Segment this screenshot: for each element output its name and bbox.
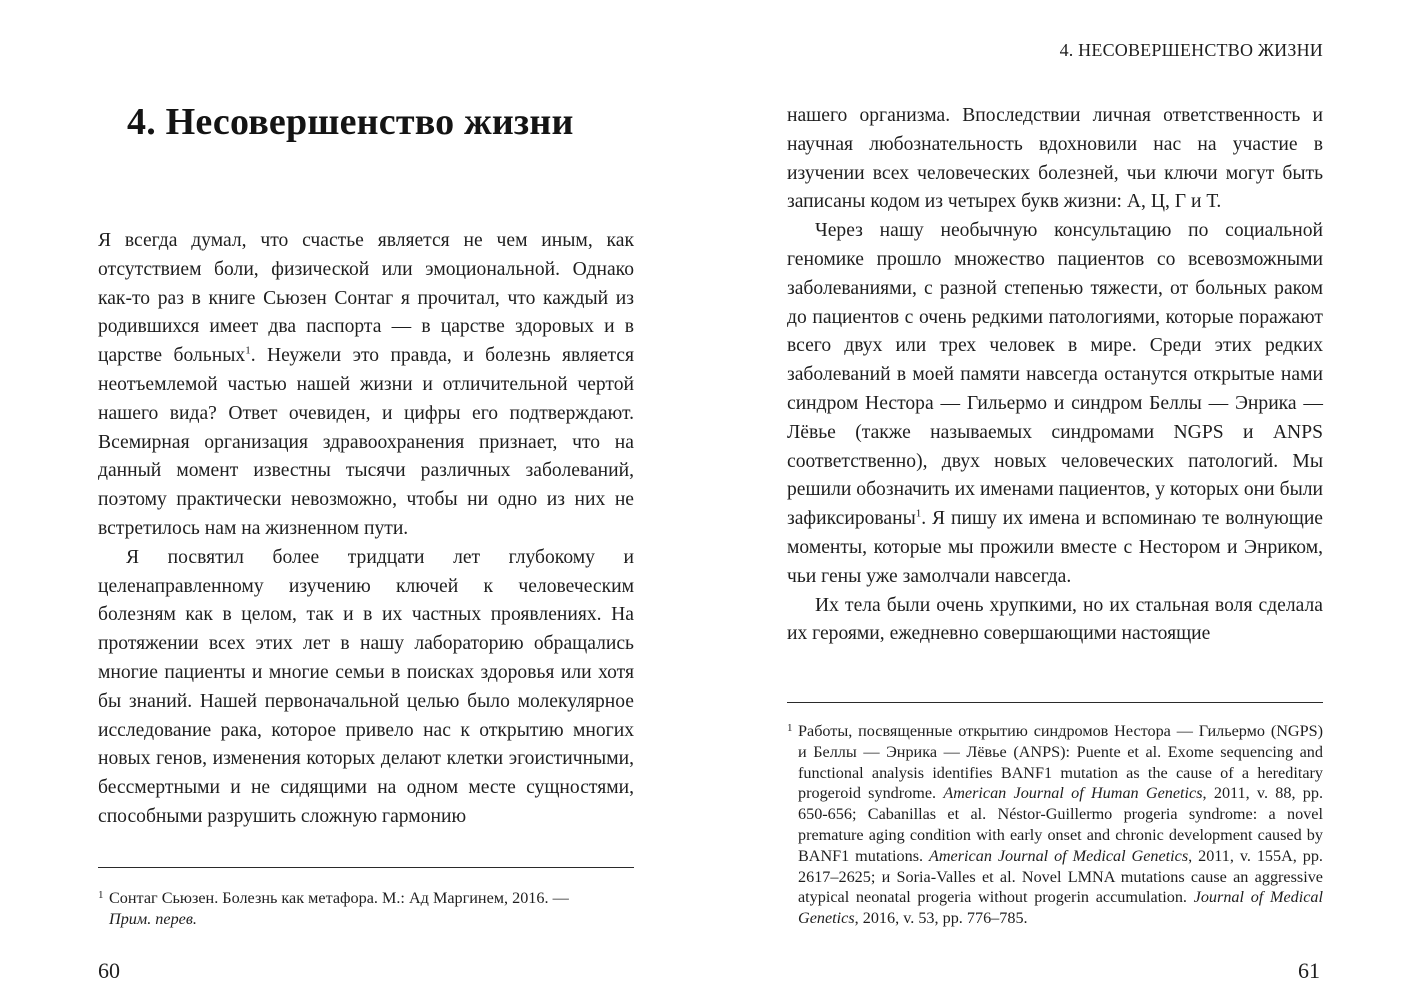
right-paragraph-2-text-continued: . Я пишу их имена и вспоминаю те волнующие моменты, которые мы прожили вместе с Нестором и Энриком, чьи гены уже замолчали навсегда.: [787, 508, 1323, 587]
footnote-mark: 1: [787, 722, 793, 734]
footnote-citation: Работы, посвященные открытию синдромов Нестора — Гильермо (NGPS) и Беллы — Энрика — Лёвье (ANPS): Puente et al. Exome sequencing and functional analysis identifies BANF1 mutation as the cause of a hereditary progeroid syndrome.: [798, 722, 1323, 803]
right-paragraph-3: Их тела были очень хрупкими, но их стальная воля сделала их героями, ежедневно совершающими настоящие: [787, 594, 1323, 645]
right-footnote: [787, 721, 1323, 929]
footnote-divider: [98, 867, 634, 868]
chapter-title: 4. Несовершенство жизни: [127, 101, 574, 143]
journal-title: American Journal of Medical Genetics: [928, 846, 1189, 865]
left-page-body: [98, 227, 634, 832]
right-page-body: [787, 102, 1323, 649]
left-footnote-text: [109, 888, 634, 930]
page-number-right: 61: [1298, 958, 1320, 983]
footnote-reference[interactable]: 1: [915, 507, 922, 520]
footnote-divider: [787, 702, 1323, 703]
footnote-citation: , 2011, v. 88, pp. 650-656; Cabanillas et al. Néstor-Guillermo progeria syndrome: a novel premature aging condition with early onset and chronic development caused by BANF1 mutations.: [798, 784, 1323, 865]
footnote-reference[interactable]: 1: [245, 344, 251, 357]
running-head: 4. НЕСОВЕРШЕНСТВО ЖИЗНИ: [1059, 40, 1323, 60]
journal-title: Journal of Medical Genetics: [798, 888, 1324, 928]
left-paragraph-1-text-continued: . Неужели это правда, и болезнь является неотъемлемой частью нашей жизни и отличительной чертой нашего вида? Ответ очевиден, и цифры его подтверждают. Всемирная организация здравоохранения признает, что на данный момент известны тысячи различных заболеваний, поэтому практически невозможно, чтобы ни одно из них не встретилось нам на жизненном пути.: [98, 345, 635, 539]
footnote-citation: , 2016, v. 53, pp. 776–785.: [854, 909, 1028, 928]
right-paragraph-2-text: Через нашу необычную консультацию по социальной геномике прошло множество пациентов со всевозможными заболеваниями, с разной степенью тяжести, от больных раком до пациентов с очень редкими патологиями, которые поражают всего двух или трех человек в мире. Среди этих редких заболеваний в моей памяти навсегда останутся открытые нами синдром Нестора — Гильермо и синдром Беллы — Энрика — Лёвье (также называемых синдромами NGPS и ANPS соответственно), двух новых человеческих патологий. Мы решили обозначить их именами пациентов, у которых они были зафиксированы: [787, 220, 1323, 530]
right-paragraph-2: [787, 217, 1323, 591]
translator-note: Прим. перев.: [109, 909, 197, 928]
right-footnote-text: [798, 721, 1323, 929]
left-paragraph-2: Я посвятил более тридцати лет глубокому и целенаправленному изучению ключей к человеческим болезням как в целом, так и в их частных проявлениях. На протяжении всех этих лет в нашу лабораторию обращались многие пациенты и многие семьи в поисках здоровья или хотя бы знаний. Нашей первоначальной целью было молекулярное исследование рака, которое привело нас к открытию многих новых генов, изменения которых делают клетки эгоистичными, бессмертными и не сидящими на одном месте сущностями, способными разрушить сложную гармонию: [98, 546, 634, 827]
journal-title: American Journal of Human Genetics: [943, 784, 1203, 803]
left-paragraph-1-text: Я всегда думал, что счастье является не чем иным, как отсутствием боли, физической или эмоциональной. Однако как-то раз в книге Сьюзен Сонтаг я прочитал, что каждый из родившихся имеет два паспорта — в царстве здоровых и в царстве больных: [98, 230, 634, 367]
right-paragraph-1: нашего организма. Впоследствии личная ответственность и научная любознательность вдохновили нас на участие в изучении всех человеческих болезней, чьи ключи могут быть записаны кодом из четырех букв жизни: А, Ц, Г и Т.: [787, 105, 1323, 213]
footnote-mark: 1: [98, 889, 104, 901]
footnote-citation: , 2011, v. 155A, pp. 2617–2625; и Soria-Valles et al. Novel LMNA mutations cause an aggressive atypical neonatal progeria without progerin accumulation.: [798, 846, 1323, 907]
left-paragraph-1: [98, 227, 634, 544]
left-footnote: [98, 888, 634, 930]
footnote-citation: Сонтаг Сьюзен. Болезнь как метафора. М.: Ад Маргинем, 2016. —: [109, 889, 569, 907]
page-number-left: 60: [98, 958, 120, 983]
left-page: [0, 0, 710, 1000]
